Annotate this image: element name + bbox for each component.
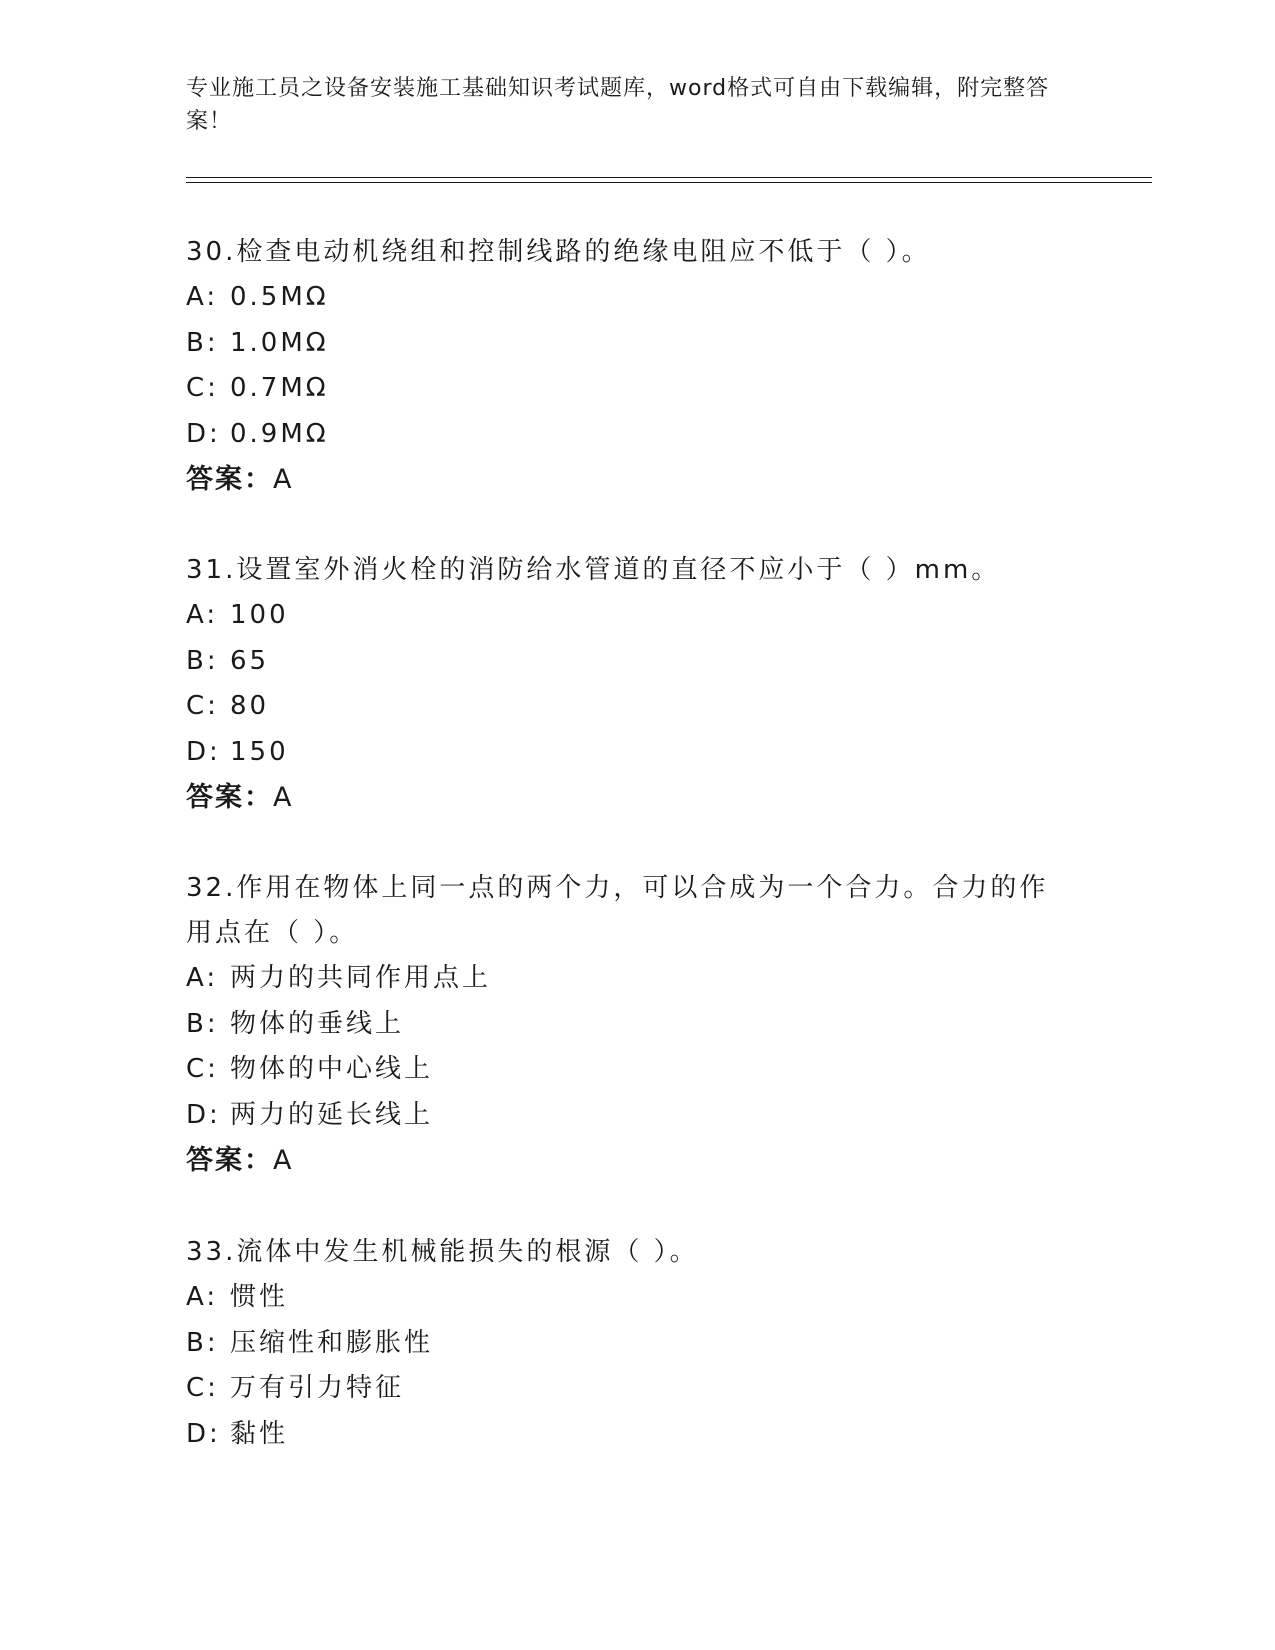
answer-line	[186, 457, 1086, 502]
option-text: 1.0MΩ	[230, 327, 329, 358]
option-letter: B:	[186, 1008, 219, 1039]
header-divider-bottom	[186, 182, 1152, 183]
answer-label: 答案：	[186, 464, 273, 495]
option-text: 惯性	[230, 1282, 289, 1312]
header-divider-top	[186, 177, 1152, 178]
option-text: 0.9MΩ	[230, 418, 329, 449]
option-text: 两力的延长线上	[230, 1099, 434, 1130]
option-letter: D:	[186, 1418, 221, 1449]
option-b	[186, 639, 1086, 685]
option-a	[186, 956, 1076, 1002]
option-c	[186, 366, 1086, 412]
option-d	[186, 730, 1086, 776]
option-d	[186, 1093, 1076, 1139]
option-letter: A:	[186, 963, 219, 993]
question-31	[186, 548, 1086, 820]
option-text: 100	[230, 600, 289, 630]
question-33	[186, 1230, 1086, 1457]
answer-value: A	[273, 464, 294, 495]
answer-value: A	[273, 782, 294, 813]
option-letter: C:	[186, 1373, 219, 1403]
option-text: 压缩性和膨胀性	[230, 1327, 434, 1358]
option-text: 80	[230, 691, 270, 721]
question-stem: 31.设置室外消火栓的消防给水管道的直径不应小于（ ）mm。	[186, 555, 1001, 585]
question-stem: 30.检查电动机绕组和控制线路的绝缘电阻应不低于（ ）。	[186, 237, 931, 267]
option-text: 0.5MΩ	[230, 282, 329, 312]
option-a	[186, 1275, 1086, 1321]
option-d	[186, 412, 1086, 458]
option-a	[186, 593, 1086, 639]
option-text: 黏性	[230, 1418, 289, 1449]
option-letter: A:	[186, 600, 219, 630]
page-header: 专业施工员之设备安装施工基础知识考试题库，word格式可自由下载编辑，附完整答案！	[186, 76, 1050, 134]
answer-value: A	[273, 1145, 294, 1176]
option-c	[186, 1047, 1076, 1093]
option-text: 物体的中心线上	[230, 1054, 434, 1084]
option-letter: C:	[186, 373, 219, 403]
question-30	[186, 230, 1086, 502]
question-32	[186, 866, 1076, 1183]
option-letter: D:	[186, 736, 221, 767]
option-letter: A:	[186, 1282, 219, 1312]
option-text: 两力的共同作用点上	[230, 963, 492, 993]
answer-label: 答案：	[186, 1145, 273, 1176]
option-b	[186, 1321, 1086, 1367]
option-letter: C:	[186, 1054, 219, 1084]
option-a	[186, 275, 1086, 321]
option-text: 0.7MΩ	[230, 373, 329, 403]
option-d	[186, 1412, 1086, 1458]
option-letter: A:	[186, 282, 219, 312]
option-c	[186, 684, 1086, 730]
question-stem: 32.作用在物体上同一点的两个力，可以合成为一个合力。合力的作用点在（ ）。	[186, 873, 1049, 948]
option-b	[186, 1002, 1076, 1048]
answer-line	[186, 1138, 1076, 1183]
option-letter: B:	[186, 645, 219, 676]
answer-label: 答案：	[186, 782, 273, 813]
option-letter: D:	[186, 1099, 221, 1130]
question-stem: 33.流体中发生机械能损失的根源（ ）。	[186, 1237, 699, 1267]
option-letter: B:	[186, 1327, 219, 1358]
option-c	[186, 1366, 1086, 1412]
answer-line	[186, 775, 1086, 820]
option-letter: B:	[186, 327, 219, 358]
option-b	[186, 321, 1086, 367]
option-text: 150	[230, 736, 289, 767]
option-text: 物体的垂线上	[230, 1008, 405, 1039]
option-text: 65	[230, 645, 270, 676]
option-text: 万有引力特征	[230, 1373, 405, 1403]
option-letter: C:	[186, 691, 219, 721]
option-letter: D:	[186, 418, 221, 449]
